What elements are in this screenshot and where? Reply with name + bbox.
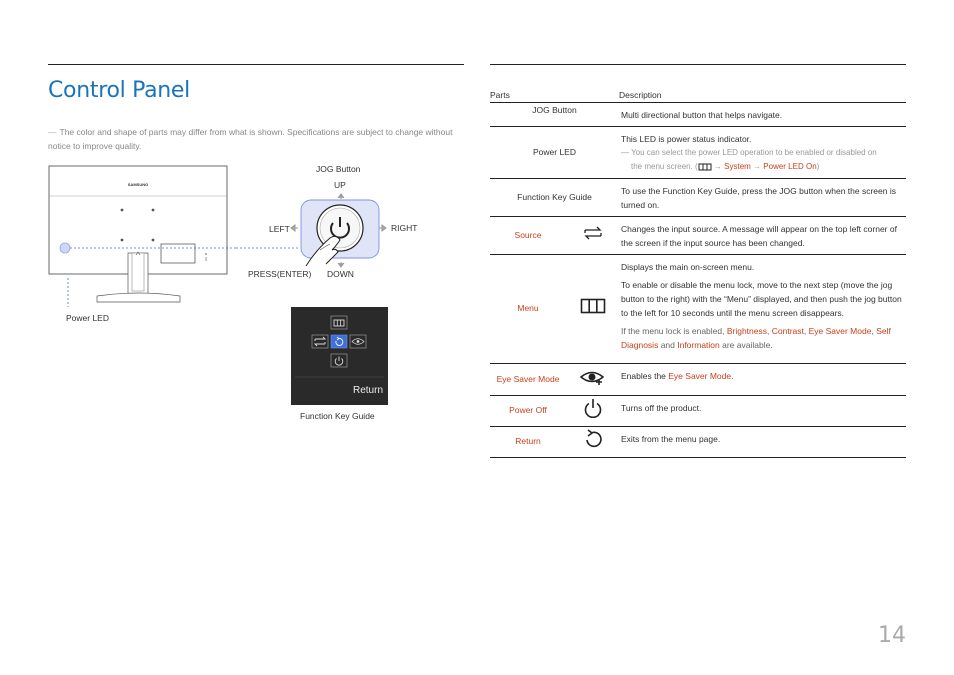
up-label: UP [334, 180, 346, 190]
press-enter-label: PRESS(ENTER) [248, 269, 312, 279]
column-header-parts: Parts [490, 83, 619, 103]
table-row [490, 255, 906, 364]
table-row [490, 396, 906, 427]
table-row [490, 364, 906, 396]
part-description: Changes the input source. A message will appear on the top left corner of the screen if the input source has been changed. [619, 217, 906, 255]
disclaimer-text: The color and shape of parts may differ from what is shown. Specifications are subject to change without notice to improve quality. [48, 127, 453, 151]
menu-icon [334, 320, 344, 326]
part-name: Power Off [490, 396, 566, 427]
disclaimer-note: ― The color and shape of parts may differ from what is shown. Specifications are subject to change without notice to improve quality. [48, 127, 453, 151]
power-icon [583, 398, 603, 418]
part-name: Source [490, 217, 566, 255]
part-name: Return [490, 427, 566, 458]
function-key-guide [291, 307, 388, 405]
function-key-guide-caption: Function Key Guide [300, 411, 375, 421]
power-icon [335, 357, 343, 366]
return-icon [583, 429, 603, 449]
part-description [619, 255, 906, 364]
power-led-subnote: ― You can select the power LED operation to be enabled or disabled on the menu screen. ( → System → Power LED On) [621, 148, 877, 171]
arrow-right-icon [379, 225, 386, 231]
part-name: Eye Saver Mode [490, 364, 566, 396]
column-header-description: Description [619, 83, 906, 103]
power-led-desc: This LED is power status indicator. [621, 134, 752, 144]
table-row [490, 179, 906, 217]
arrow-up-icon [338, 194, 344, 199]
arrow-down-icon [338, 262, 344, 267]
part-name: JOG Button [490, 103, 619, 127]
right-label: RIGHT [391, 223, 418, 233]
menu-desc: Displays the main on-screen menu. [621, 262, 755, 272]
menu-icon [698, 163, 712, 171]
table-row [490, 217, 906, 255]
parts-table [490, 83, 906, 458]
left-label: LEFT [269, 224, 290, 234]
table-row [490, 127, 906, 179]
menu-icon [580, 298, 606, 314]
power-led-marker [60, 243, 70, 253]
jog-button-label: JOG Button [316, 164, 361, 174]
table-row [490, 103, 906, 127]
power-led-label: Power LED [66, 313, 109, 323]
source-icon-cell [566, 217, 619, 255]
part-description: Exits from the menu page. [619, 427, 906, 458]
down-label: DOWN [327, 269, 354, 279]
menu-lock-available: If the menu lock is enabled, Brightness, Contrast, Eye Saver Mode, Self Diagnosis and Information are available. [621, 326, 891, 350]
part-description: Turns off the product. [619, 396, 906, 427]
part-description: To use the Function Key Guide, press the JOG button when the screen is turned on. [619, 179, 906, 217]
page-title: Control Panel [48, 78, 190, 103]
part-name: Menu [490, 255, 566, 364]
jog-button-diagram [286, 188, 396, 272]
right-header-rule [490, 64, 906, 65]
guide-return-label: Return [352, 385, 383, 396]
eye-saver-icon [352, 339, 364, 345]
arrow-left-icon [291, 225, 298, 231]
source-icon [583, 225, 603, 241]
return-icon-cell [566, 427, 619, 458]
part-name: Function Key Guide [490, 179, 619, 217]
eye-saver-icon [579, 368, 607, 386]
source-icon [315, 337, 325, 346]
table-row [490, 427, 906, 458]
part-description: Multi directional button that helps navigate. [619, 103, 906, 127]
menu-icon-cell [566, 255, 619, 364]
eye-saver-icon-cell [566, 364, 619, 396]
left-header-rule [48, 64, 464, 65]
monitor-back-diagram [46, 162, 236, 307]
page-number: 14 [878, 623, 906, 648]
brand-logo: SAMSUNG [127, 182, 149, 187]
part-description: Enables the Eye Saver Mode. [619, 364, 906, 396]
part-name: Power LED [490, 127, 619, 179]
part-description [619, 127, 906, 179]
menu-lock-desc: To enable or disable the menu lock, move to the next step (move the jog button to the right) with the “Menu” displayed, and then push the jog button to the left for 10 seconds until the menu screen disappears. [621, 280, 902, 318]
power-icon-cell [566, 396, 619, 427]
